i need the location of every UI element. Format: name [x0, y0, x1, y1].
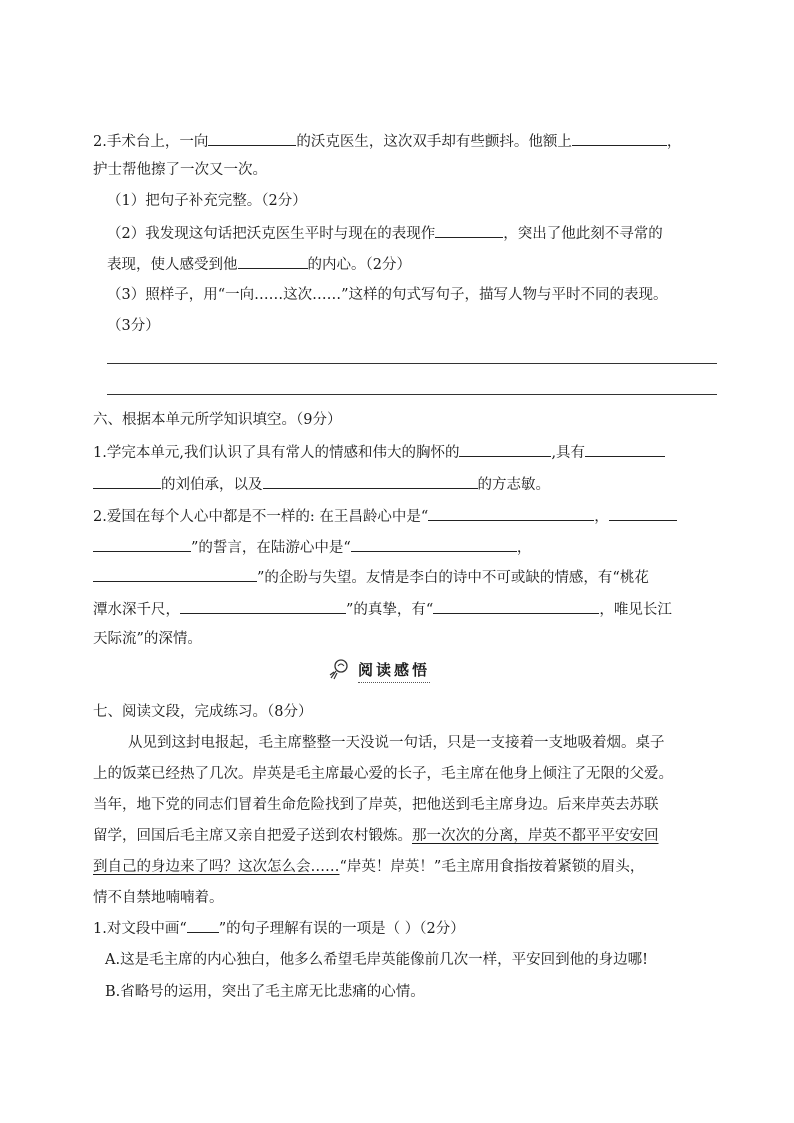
answer-blank[interactable]	[93, 536, 191, 552]
banner-title: 阅读感悟	[358, 659, 430, 683]
answer-blank[interactable]	[459, 441, 551, 457]
q2-sub2-line2	[107, 253, 411, 275]
underline-sample	[187, 920, 219, 933]
q2-text-b: 的沃克医生，这次双手却有些颤抖。他额上	[296, 134, 572, 150]
section6-title: 六、根据本单元所学知识填空。（9分）	[93, 412, 342, 428]
s6q2-text-a: 2.爱国在每个人心中都是不一样的: 在王昌龄心中是“	[93, 509, 429, 525]
section7-title: 七、阅读文段，完成练习。（8分）	[93, 704, 313, 720]
answer-blank[interactable]	[428, 505, 594, 521]
passage-line-1: 从见到这封电报起，毛主席整整一天没说一句话，只是一支接着一支地吸着烟。桌子	[128, 735, 665, 751]
underlined-sentence: 那一次次的分离，岸英不都平平安安回	[412, 828, 659, 844]
passage-line-4	[93, 826, 659, 846]
section6-q2-line2	[93, 536, 531, 558]
q2-sub1: （1）把句子补充完整。（2分）	[107, 193, 307, 209]
q2-sub2-line1	[107, 222, 663, 244]
s6q1-text-b: ,具有	[551, 445, 586, 461]
q2-line2: 护士帮他擦了一次又一次。	[93, 162, 267, 178]
section6-q1-line2	[93, 473, 550, 495]
s6q2-text-b: ，	[594, 509, 609, 525]
section6-q2-line5: 天际流”的深情。	[93, 631, 202, 647]
q2-sub3-score: （3分）	[107, 318, 160, 334]
answer-blank[interactable]	[208, 130, 296, 146]
q2-sub2-text-c: 表现，使人感受到他	[107, 257, 238, 273]
q1-text-b: ”的句子理解有误的一项是（ ）（2分）	[218, 921, 465, 937]
s6q2-text-f: 潭水深千尺，	[93, 602, 180, 618]
answer-blank[interactable]	[180, 598, 346, 614]
writing-line-2[interactable]	[107, 394, 717, 395]
q2-text-a: 2.手术台上，一向	[93, 134, 209, 150]
passage-text: “岸英！岸英！”毛主席用食指按着紧锁的眉头，	[339, 859, 645, 875]
passage-line-3: 当年，地下党的同志们冒着生命危险找到了岸英，把他送到毛主席身边。后来岸英去苏联	[93, 797, 659, 813]
section6-q2-line3	[93, 566, 649, 588]
passage-line-5	[93, 857, 644, 877]
s6q2-text-g: ”的真挚，有“	[346, 602, 434, 618]
writing-line-1[interactable]	[107, 363, 717, 364]
reading-icon	[328, 657, 352, 685]
underlined-sentence: 到自己的身边来了吗？这次怎么会……	[93, 859, 340, 875]
passage-text: 留学，回国后毛主席又亲自把爱子送到农村锻炼。	[93, 828, 412, 844]
section6-q2-line4	[93, 598, 672, 620]
answer-blank[interactable]	[263, 473, 478, 489]
s6q2-text-e: ”的企盼与失望。友情是李白的诗中不可或缺的情感，有“桃花	[257, 570, 649, 586]
answer-blank[interactable]	[435, 222, 503, 238]
s6q1-text-c: 的刘伯承，以及	[161, 477, 263, 493]
answer-blank[interactable]	[433, 598, 599, 614]
s6q1-text-a: 1.学完本单元,我们认识了具有常人的情感和伟大的胸怀的	[93, 445, 460, 461]
q2-line1	[93, 130, 681, 152]
q1-text-a: 1.对文段中画“	[93, 921, 187, 937]
s6q1-text-d: 的方志敏。	[477, 477, 550, 493]
q2-text-c: ，	[666, 134, 682, 150]
passage-line-2: 上的饭菜已经热了几次。岸英是毛主席最心爱的长子，毛主席在他身上倾注了无限的父爱。	[93, 766, 673, 782]
answer-blank[interactable]	[238, 253, 308, 269]
answer-blank[interactable]	[93, 473, 161, 489]
q2-sub3: （3）照样子，用“一向……这次……”这样的句式写句子，描写人物与平时不同的表现。	[107, 287, 668, 303]
answer-blank[interactable]	[93, 566, 257, 582]
q2-sub2-text-a: （2）我发现这句话把沃克医生平时与现在的表现作	[107, 226, 436, 242]
section6-q2-line1	[93, 505, 677, 527]
answer-blank[interactable]	[572, 130, 667, 146]
answer-blank[interactable]	[351, 536, 517, 552]
passage-line-6: 情不自禁地喃喃着。	[93, 890, 224, 906]
reading-banner	[328, 656, 468, 686]
answer-blank[interactable]	[585, 441, 665, 457]
s6q2-text-d: ，	[516, 540, 532, 556]
q2-sub2-text-b: ，突出了他此刻不寻常的	[503, 226, 663, 242]
answer-blank[interactable]	[609, 505, 677, 521]
q2-sub2-text-d: 的内心。（2分）	[307, 257, 411, 273]
s6q2-text-h: ，唯见长江	[599, 602, 672, 618]
section6-q1-line1	[93, 441, 665, 463]
section7-q1	[93, 919, 465, 939]
option-a[interactable]: A.这是毛主席的内心独白，他多么希望毛岸英能像前几次一样，平安回到他的身边哪!	[105, 952, 648, 968]
option-b[interactable]: B.省略号的运用，突出了毛主席无比悲痛的心情。	[105, 984, 425, 1000]
s6q2-text-c: ”的誓言，在陆游心中是“	[191, 540, 351, 556]
